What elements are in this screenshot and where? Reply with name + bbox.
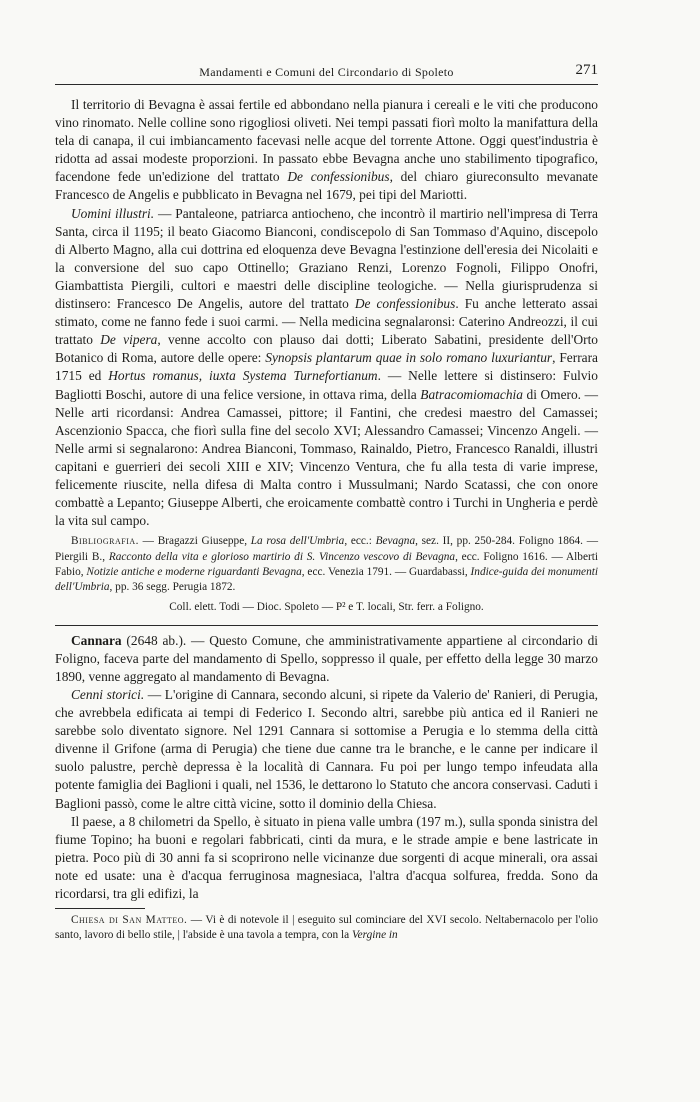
electoral-info: Coll. elett. Todi — Dioc. Spoleto — P² e T. locali, Str. ferr. a Foligno. [169, 601, 484, 614]
section-heading: Cenni storici. [71, 687, 145, 703]
bibliography: Bibliografia. — Bragazzi Giuseppe, La rosa dell'Umbria, ecc.: Bevagna, sez. II, pp. 250-284. Foligno 1864. — Piergili B., Racconto della vita e glorioso martirio di S. Vincenzo vescovo di Bevagna, ecc. Foligno 1616. — Alberti Fabio, Notizie antiche e moderne riguardanti Bevagna, ecc. Venezia 1791. — Guardabassi, Indice-guida dei monumenti dell'Umbria, pp. 36 segg. Perugia 1872. [55, 535, 598, 594]
footnote-divider [55, 908, 145, 909]
paragraph-illustrious-men: Uomini illustri. — Pantaleone, patriarca antiocheno, che incontrò il martirio nell'impresa di Terra Santa, circa il 1195; il beato Giacomo Bianconi, condiscepolo di San Tommaso d'Aquino, discepolo di Alberto Magno, alla cui dottrina ed eloquenza deve Bevagna l'estinzione dell'eresia dei Nicolaiti e la conversione del suo capo Ottinello; Graziano Renzi, Lorenzo Fognoli, Filippo Onofri, Giambattista Piergili, cultori e maestri delle discipline teologiche. — Nella giurisprudenza si distinsero: Francesco De Angelis, autore del trattato De confessionibus. Fu anche letterato assai stimato, come ne fanno fede i suoi carmi. — Nella medicina segnalaronsi: Caterino Andreozzi, il cui trattato De vipera, venne accolto con plauso dai dotti; Liberato Sabatini, presidente dell'Orto Botanico di Roma, autore delle opere: Synopsis plantarum quae in solo romano luxuriantur, Ferrara 1715 ed Hortus romanus, iuxta Systema Turnefortianum. — Nelle lettere si distinsero: Fulvio Bagliotti Boschi, autore di una felice versione, in ottava rima, della Batracomiomachia di Omero. — Nelle arti ricordansi: Andrea Camassei, pittore; il Fantini, che credesi maestro del Camassei; Ascenzionio Spacca, che fiorì sulla fine del secolo XVI; Alessandro Camassei; Vincenzo Angeli. — Nelle armi si segnalarono: Andrea Bianconi, Tommaso, Rainaldo, Pietro, Francesco Ranaldi, illustri capitani e guerrieri dei secoli XIII e XIV; Vincenzo Ventura, che fu alla testa di varie imprese, felicemente riuscite, nella difesa di Malta contro i Mussulmani; Nardo Scatassi, che con onore combattè a Lepanto; Giuseppe Alberti, che eroicamente combattè contro i Turchi in Ungheria e perdè la vita sul campo. [55, 205, 599, 529]
paragraph-historical-notes: Cenni storici. — L'origine di Cannara, secondo alcuni, si ripete da Valerio de' Ranieri, di Perugia, che avrebbela edificata ai tempi di Federico I. Secondo altri, sarebbe più antica ed il Ranieri ne sarebbe solo diventato signore. Nel 1291 Cannara si sottomise a Perugia e lo stemma della città divenne il Grifone (arma di Perugia) che tiene due canne tra le branche, e le canne per indicare il suolo palustre, perchè depressa è la località di Cannara. Fu poi per lungo tempo infeudata alla potente famiglia dei Baglioni i quali, nel 1536, le dettarono lo Statuto che ancora conservasi. Caduti i Baglioni passò, come le altre città vicine, sotto il dominio della Chiesa. [55, 687, 598, 811]
page-number: 271 [575, 62, 598, 78]
footnote-heading: Chiesa di San Matteo. [71, 914, 188, 927]
section-divider [55, 625, 598, 626]
paragraph-cannara: Cannara (2648 ab.). — Questo Comune, che amministrativamente appartiene al circondario di Foligno, faceva parte del mandamento di Spello, soppresso il quale, per effetto della legge 30 marzo 1890, venne aggregato al mandamento di Bevagna. [55, 632, 598, 684]
section-heading: Uomini illustri. [71, 205, 155, 221]
page-body [55, 96, 598, 944]
entry-title: Cannara [71, 632, 122, 648]
paragraph-territory: Il territorio di Bevagna è assai fertile ed abbondano nella pianura i cereali e le viti che producono vino rinomato. Nelle colline sono rigogliosi oliveti. Nei tempi passati fiorì molto la manifattura della tela di canapa, il cui imbiancamento facevasi nelle acque del torrente Attone. Oggi quest'industria è ridotta ad assai modeste proporzioni. In passato ebbe Bevagna anche uno stabilimento tipografico, facendone fede un'edizione del trattato De confessionibus, del chiaro giureconsulto mevanate Francesco de Angelis e pubblicato in Bevagna nel 1679, pei tipi del Mariotti. [55, 97, 598, 203]
page-header [55, 62, 598, 85]
paragraph-town: Il paese, a 8 chilometri da Spello, è situato in piena valle umbra (197 m.), sulla sponda sinistra del fiume Topino; ha buoni e regolari fabbricati, cinti da mura, e le strade ampie e bene lastricate in pietra. Poco più di 30 anni fa si scoprirono nelle vicinanze due sorgenti di acque minerali, ora assai note ed usate: una è d'acqua ferruginosa magnesiaca, l'altra d'acqua solfurea, fredda. Sono da ricordarsi, tra gli edifizi, la [55, 813, 598, 902]
bibliography-label: Bibliografia. [71, 535, 139, 548]
running-title: Mandamenti e Comuni del Circondario di Spoleto [199, 65, 454, 79]
footnote: Chiesa di San Matteo. — Vi è di notevole il | eseguito sul cominciare del XVI secolo. Neltabernacolo per l'olio santo, lavoro di bello stile, | l'abside è una tavola a tempra, con la Vergine in [55, 914, 598, 942]
